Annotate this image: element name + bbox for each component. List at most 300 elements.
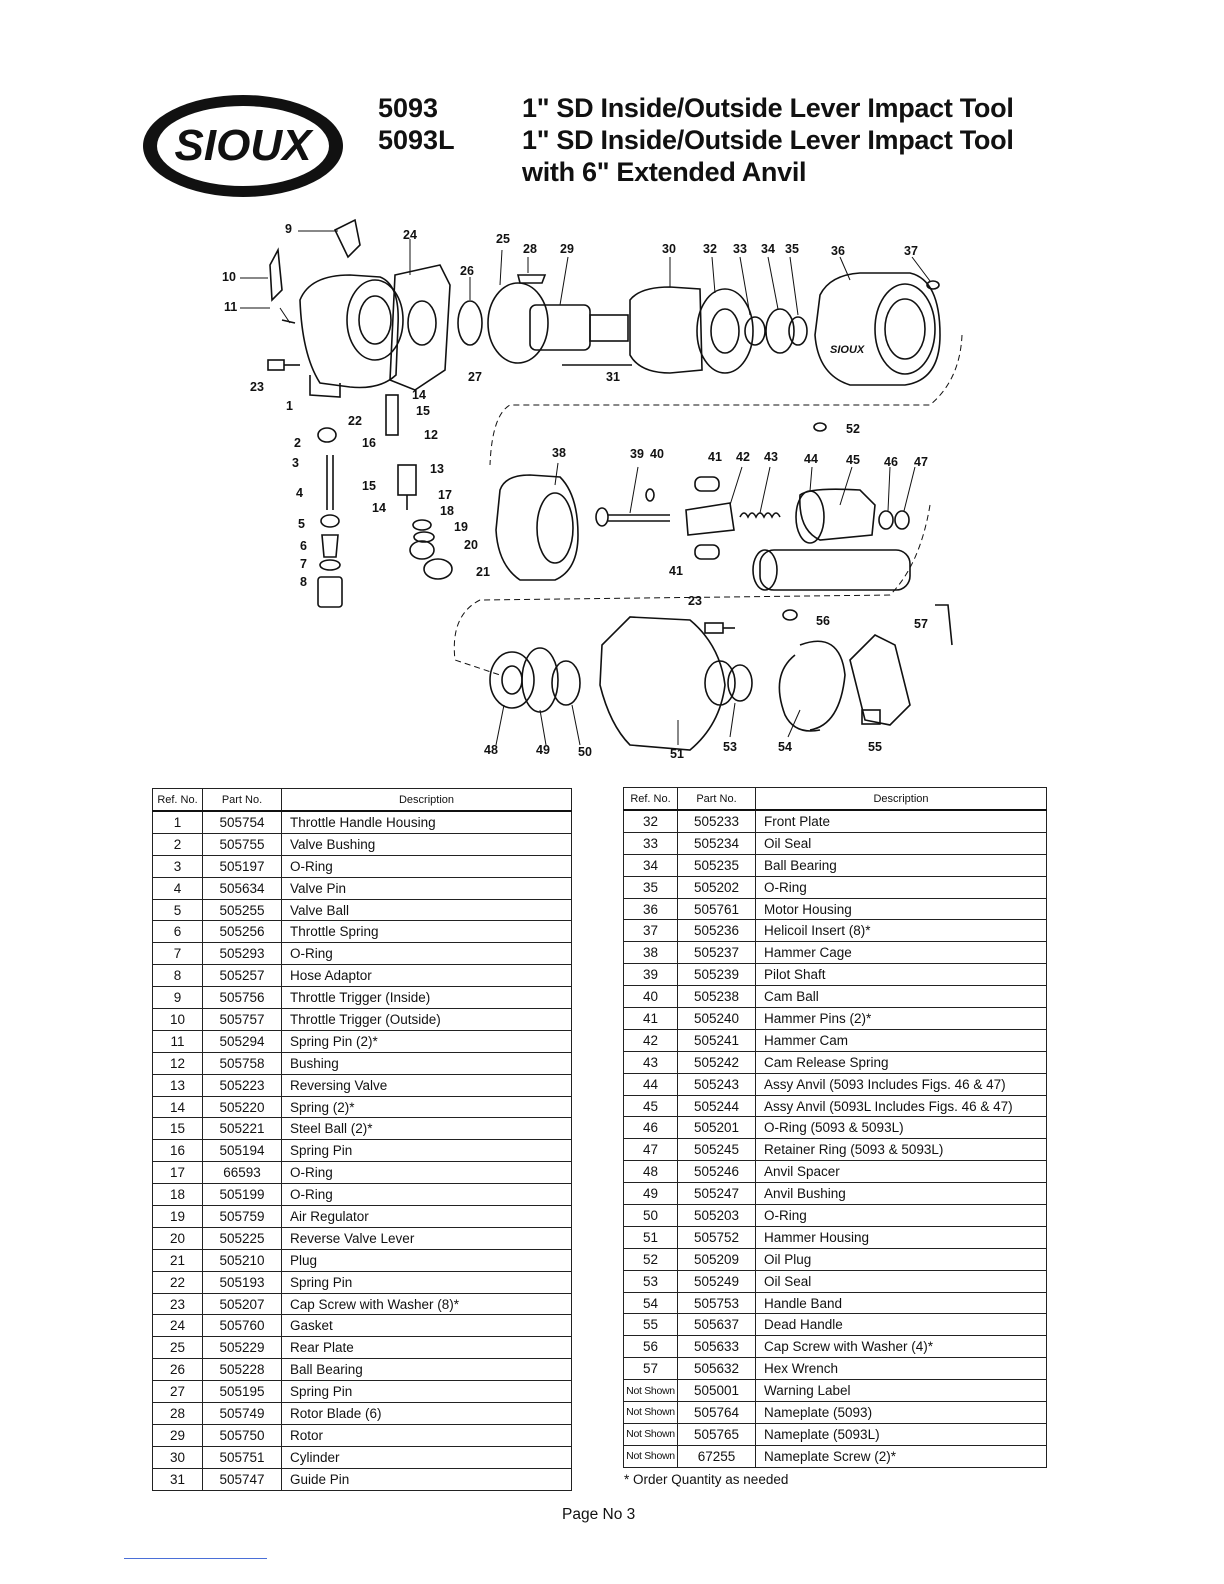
part-number-cell: 505753 [678,1292,756,1314]
parts-table-left [152,788,572,1491]
description-cell: Warning Label [756,1380,1047,1402]
table-row [153,1315,572,1337]
callout-number: 7 [300,557,307,571]
ref-cell: 3 [153,855,203,877]
table-row [624,832,1047,854]
ref-cell: 56 [624,1336,678,1358]
description-cell: Spring Pin [282,1140,572,1162]
table-row [153,1381,572,1403]
ref-cell: 40 [624,986,678,1008]
part-number-cell: 505203 [678,1205,756,1227]
callout-number: 19 [454,520,468,534]
callout-number: 57 [914,617,928,631]
part-number-cell: 505750 [203,1424,282,1446]
description-cell: Helicoil Insert (8)* [756,920,1047,942]
ref-cell: 45 [624,1095,678,1117]
part-number-cell: 505195 [203,1381,282,1403]
part-number-cell: 505235 [678,854,756,876]
callout-number: 26 [460,264,474,278]
table-row [153,1162,572,1184]
table-row [153,1424,572,1446]
ref-cell: 35 [624,876,678,898]
ref-cell: 50 [624,1205,678,1227]
part-number-cell: 505194 [203,1140,282,1162]
description-cell: Valve Pin [282,877,572,899]
table-row [153,1359,572,1381]
callout-number: 37 [904,244,918,258]
part-number-cell: 505747 [203,1468,282,1490]
description-cell: Valve Bushing [282,833,572,855]
callout-number: 1 [286,399,293,413]
ref-cell: 55 [624,1314,678,1336]
table-row [153,1227,572,1249]
callout-number: 11 [224,300,238,314]
callout-number: 50 [578,745,592,759]
callout-number: 2 [294,436,301,450]
description-cell: Cam Release Spring [756,1051,1047,1073]
callout-number: 42 [736,450,750,464]
table-row [153,943,572,965]
callout-number: 36 [831,244,845,258]
table-row [624,1029,1047,1051]
ref-cell: 44 [624,1073,678,1095]
part-number-cell: 505749 [203,1403,282,1425]
ref-cell: 1 [153,811,203,833]
callout-number: 6 [300,539,307,553]
table-row [624,1161,1047,1183]
description-cell: O-Ring [756,1205,1047,1227]
callout-number: 23 [250,380,264,394]
part-number-cell: 505241 [678,1029,756,1051]
callout-number: 33 [733,242,747,256]
table-row [153,1030,572,1052]
description-cell: Rotor [282,1424,572,1446]
description-cell: O-Ring [282,1162,572,1184]
part-number-cell: 505202 [678,876,756,898]
ref-cell: Not Shown [624,1423,678,1445]
table-row [624,1423,1047,1445]
ref-cell: 57 [624,1358,678,1380]
part-number-cell: 505209 [678,1248,756,1270]
table-row [153,1403,572,1425]
ref-cell: 25 [153,1337,203,1359]
model-numbers [378,92,455,156]
ref-cell: 39 [624,964,678,986]
description-cell: Bushing [282,1052,572,1074]
part-number-cell: 505257 [203,965,282,987]
callout-number: 41 [669,564,683,578]
description-cell: Assy Anvil (5093 Includes Figs. 46 & 47) [756,1073,1047,1095]
part-number-cell: 505210 [203,1249,282,1271]
table-row [624,920,1047,942]
part-number-cell: 505751 [203,1446,282,1468]
part-number-cell: 505225 [203,1227,282,1249]
table-row [153,1249,572,1271]
ref-cell: 31 [153,1468,203,1490]
callout-number: 35 [785,242,799,256]
description-cell: Dead Handle [756,1314,1047,1336]
description-cell: Ball Bearing [756,854,1047,876]
ref-cell: 42 [624,1029,678,1051]
callout-number: 22 [348,414,362,428]
part-number-cell: 505765 [678,1423,756,1445]
part-number-cell: 505237 [678,942,756,964]
ref-cell: 11 [153,1030,203,1052]
callout-number: 15 [416,404,430,418]
callout-number: 28 [523,242,537,256]
callout-number: 46 [884,455,898,469]
table-row [624,898,1047,920]
ref-cell: 49 [624,1183,678,1205]
part-number-cell: 505256 [203,921,282,943]
description-cell: Handle Band [756,1292,1047,1314]
table-row [624,942,1047,964]
part-number-cell: 505244 [678,1095,756,1117]
description-cell: Spring Pin [282,1271,572,1293]
description-cell: O-Ring [756,876,1047,898]
description-cell: O-Ring (5093 & 5093L) [756,1117,1047,1139]
table-row [153,1206,572,1228]
ref-cell: 47 [624,1139,678,1161]
description-cell: Cap Screw with Washer (8)* [282,1293,572,1315]
table-row [624,1380,1047,1402]
ref-cell: 6 [153,921,203,943]
part-number-cell: 505632 [678,1358,756,1380]
callout-number: 45 [846,453,860,467]
table-header-row [153,789,572,812]
table-row [624,986,1047,1008]
callout-number: 16 [362,436,376,450]
description-cell: Hammer Cage [756,942,1047,964]
column-header-part: Part No. [678,788,756,811]
description-cell: Oil Seal [756,832,1047,854]
callout-number: 51 [670,747,684,761]
description-cell: Front Plate [756,810,1047,832]
ref-cell: 28 [153,1403,203,1425]
description-cell: Nameplate (5093L) [756,1423,1047,1445]
callout-number: 14 [372,501,386,515]
part-number-cell: 505199 [203,1184,282,1206]
description-cell: Motor Housing [756,898,1047,920]
callout-number: 44 [804,452,818,466]
table-row [624,1292,1047,1314]
part-number-cell: 505220 [203,1096,282,1118]
part-number-cell: 505293 [203,943,282,965]
part-number-cell: 66593 [203,1162,282,1184]
callout-number: 56 [816,614,830,628]
column-header-description: Description [756,788,1047,811]
ref-cell: 46 [624,1117,678,1139]
ref-cell: 30 [153,1446,203,1468]
table-row [624,1248,1047,1270]
title-line: 1" SD Inside/Outside Lever Impact Tool [522,125,1014,155]
description-cell: Gasket [282,1315,572,1337]
callout-number: 3 [292,456,299,470]
column-header-part: Part No. [203,789,282,812]
title-line: 1" SD Inside/Outside Lever Impact Tool [522,93,1014,123]
part-number-cell: 505757 [203,1009,282,1031]
ref-cell: 20 [153,1227,203,1249]
callout-number: 4 [296,486,303,500]
ref-cell: 43 [624,1051,678,1073]
ref-cell: 22 [153,1271,203,1293]
column-header-ref: Ref. No. [624,788,678,811]
table-header-row [624,788,1047,811]
description-cell: Ball Bearing [282,1359,572,1381]
ref-cell: 41 [624,1008,678,1030]
part-number-cell: 505247 [678,1183,756,1205]
description-cell: Oil Plug [756,1248,1047,1270]
table-row [624,1008,1047,1030]
ref-cell: 7 [153,943,203,965]
ref-cell: 34 [624,854,678,876]
callout-number: 40 [650,447,664,461]
ref-cell: 16 [153,1140,203,1162]
callout-number: 39 [630,447,644,461]
ref-cell: 52 [624,1248,678,1270]
description-cell: O-Ring [282,1184,572,1206]
description-cell: Cylinder [282,1446,572,1468]
description-cell: Air Regulator [282,1206,572,1228]
description-cell: Oil Seal [756,1270,1047,1292]
ref-cell: 27 [153,1381,203,1403]
callout-number: 15 [362,479,376,493]
part-number-cell: 505294 [203,1030,282,1052]
part-number-cell: 505001 [678,1380,756,1402]
description-cell: Hammer Pins (2)* [756,1008,1047,1030]
table-row [153,1337,572,1359]
description-cell: Spring Pin (2)* [282,1030,572,1052]
part-number-cell: 505633 [678,1336,756,1358]
part-number-cell: 505754 [203,811,282,833]
table-row [153,833,572,855]
part-number-cell: 505637 [678,1314,756,1336]
part-number-cell: 505221 [203,1118,282,1140]
table-row [624,1073,1047,1095]
callout-number: 24 [403,228,417,242]
part-number-cell: 505234 [678,832,756,854]
callout-number: 14 [412,388,426,402]
callout-number: 38 [552,446,566,460]
ref-cell: 12 [153,1052,203,1074]
part-number-cell: 505240 [678,1008,756,1030]
ref-cell: 29 [153,1424,203,1446]
ref-cell: 24 [153,1315,203,1337]
part-number-cell: 505228 [203,1359,282,1381]
callout-number: 47 [914,455,928,469]
title-line: with 6" Extended Anvil [522,157,807,187]
table-row [153,1118,572,1140]
model-number: 5093 [378,93,439,123]
part-number-cell: 505243 [678,1073,756,1095]
description-cell: Anvil Spacer [756,1161,1047,1183]
callout-number: 12 [424,428,438,442]
ref-cell: 21 [153,1249,203,1271]
table-row [153,1468,572,1490]
ref-cell: 15 [153,1118,203,1140]
ref-cell: 18 [153,1184,203,1206]
table-row [153,1052,572,1074]
ref-cell: 26 [153,1359,203,1381]
ref-cell: Not Shown [624,1402,678,1424]
description-cell: Rear Plate [282,1337,572,1359]
table-row [153,1096,572,1118]
ref-cell: 36 [624,898,678,920]
callout-number: 53 [723,740,737,754]
table-row [153,965,572,987]
table-row [624,1205,1047,1227]
part-number-cell: 505193 [203,1271,282,1293]
table-row [624,1183,1047,1205]
part-number-cell: 505233 [678,810,756,832]
part-number-cell: 505223 [203,1074,282,1096]
part-number-cell: 505758 [203,1052,282,1074]
callout-number: 52 [846,422,860,436]
callout-number: 29 [560,242,574,256]
ref-cell: Not Shown [624,1445,678,1467]
part-number-cell: 505759 [203,1206,282,1228]
callout-number: 8 [300,575,307,589]
part-number-cell: 505242 [678,1051,756,1073]
description-cell: Hammer Housing [756,1226,1047,1248]
table-row [624,964,1047,986]
callout-number: 21 [476,565,490,579]
table-row [153,1446,572,1468]
table-row [624,1358,1047,1380]
exploded-parts-diagram [200,205,980,775]
table-row [624,876,1047,898]
description-cell: Plug [282,1249,572,1271]
callout-number: 13 [430,462,444,476]
ref-cell: 37 [624,920,678,942]
bottom-rule [124,1558,267,1559]
part-number-cell: 505236 [678,920,756,942]
description-cell: Steel Ball (2)* [282,1118,572,1140]
callout-number: 48 [484,743,498,757]
part-number-cell: 505197 [203,855,282,877]
description-cell: Throttle Spring [282,921,572,943]
description-cell: Anvil Bushing [756,1183,1047,1205]
callout-number: 32 [703,242,717,256]
table-row [624,1445,1047,1467]
table-row [624,1051,1047,1073]
ref-cell: 48 [624,1161,678,1183]
table-row [153,855,572,877]
callout-number: 41 [708,450,722,464]
callout-number: 55 [868,740,882,754]
description-cell: Nameplate Screw (2)* [756,1445,1047,1467]
part-number-cell: 505207 [203,1293,282,1315]
part-number-cell: 505255 [203,899,282,921]
ref-cell: 4 [153,877,203,899]
description-cell: Reversing Valve [282,1074,572,1096]
column-header-description: Description [282,789,572,812]
description-cell: Hex Wrench [756,1358,1047,1380]
ref-cell: 33 [624,832,678,854]
table-row [624,1117,1047,1139]
description-cell: Hose Adaptor [282,965,572,987]
part-number-cell: 505245 [678,1139,756,1161]
ref-cell: 13 [153,1074,203,1096]
page-number: Page No 3 [562,1506,636,1523]
callout-labels [222,222,928,761]
description-cell: Guide Pin [282,1468,572,1490]
ref-cell: 51 [624,1226,678,1248]
ref-cell: 17 [153,1162,203,1184]
ref-cell: Not Shown [624,1380,678,1402]
callout-number: 49 [536,743,550,757]
table-row [153,877,572,899]
callout-number: 23 [688,594,702,608]
description-cell: O-Ring [282,855,572,877]
table-row [624,810,1047,832]
parts-table-right [623,787,1047,1468]
callout-number: 17 [438,488,452,502]
table-row [624,1139,1047,1161]
ref-cell: 10 [153,1009,203,1031]
table-row [624,1095,1047,1117]
table-row [624,1270,1047,1292]
part-number-cell: 67255 [678,1445,756,1467]
part-number-cell: 505760 [203,1315,282,1337]
footnote: * Order Quantity as needed [624,1472,789,1487]
part-number-cell: 505201 [678,1117,756,1139]
table-row [624,1314,1047,1336]
description-cell: Nameplate (5093) [756,1402,1047,1424]
model-number: 5093L [378,125,455,155]
part-number-cell: 505755 [203,833,282,855]
callout-number: 54 [778,740,792,754]
table-row [153,899,572,921]
table-row [153,1074,572,1096]
ref-cell: 32 [624,810,678,832]
table-row [153,1009,572,1031]
table-row [624,1226,1047,1248]
table-row [153,1184,572,1206]
description-cell: Hammer Cam [756,1029,1047,1051]
description-cell: Throttle Trigger (Outside) [282,1009,572,1031]
description-cell: Throttle Handle Housing [282,811,572,833]
part-number-cell: 505246 [678,1161,756,1183]
part-number-cell: 505249 [678,1270,756,1292]
ref-cell: 54 [624,1292,678,1314]
description-cell: Valve Ball [282,899,572,921]
part-number-cell: 505634 [203,877,282,899]
table-row [153,1140,572,1162]
callout-number: 43 [764,450,778,464]
callout-number: 31 [606,370,620,384]
part-number-cell: 505761 [678,898,756,920]
table-row [624,1402,1047,1424]
page-title [522,92,1014,188]
part-number-cell: 505764 [678,1402,756,1424]
logo-wordmark: SIOUX [174,121,312,170]
table-row [153,1293,572,1315]
part-number-cell: 505752 [678,1226,756,1248]
callout-number: 9 [285,222,292,236]
table-row [624,1336,1047,1358]
description-cell: Reverse Valve Lever [282,1227,572,1249]
ref-cell: 38 [624,942,678,964]
description-cell: Spring (2)* [282,1096,572,1118]
callout-number: 18 [440,504,454,518]
part-number-cell: 505229 [203,1337,282,1359]
description-cell: Throttle Trigger (Inside) [282,987,572,1009]
table-row [153,921,572,943]
callout-number: 27 [468,370,482,384]
ref-cell: 5 [153,899,203,921]
table-row [153,1271,572,1293]
